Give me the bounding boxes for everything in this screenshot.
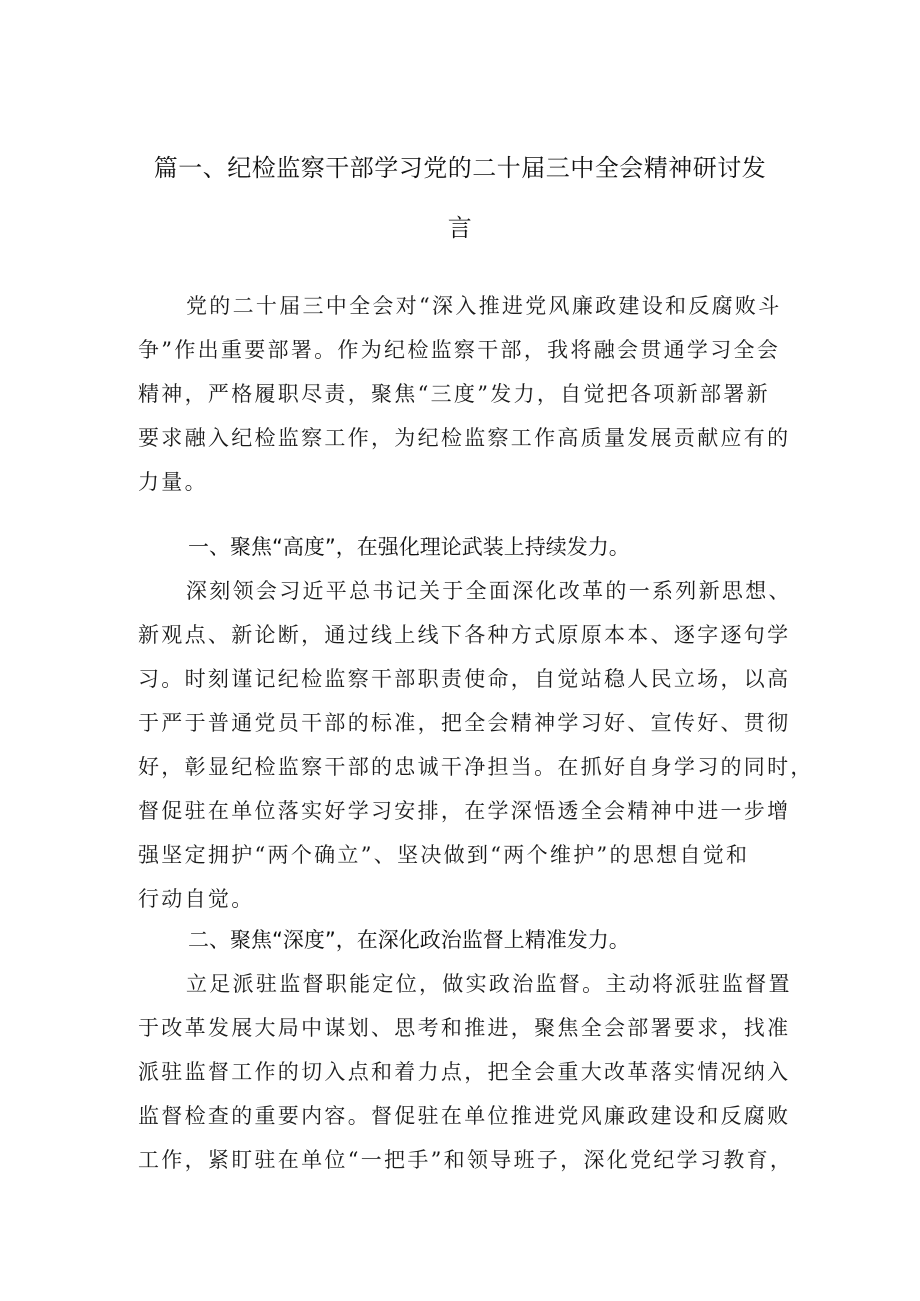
paragraph-line: 深刻领会习近平总书记关于全面深化改革的一系列新思想、 (186, 579, 792, 603)
section-heading-1: 一、聚焦“高度”，在强化理论武装上持续发力。 (188, 535, 630, 559)
paragraph-line: 要求融入纪检监察工作，为纪检监察工作高质量发展贡献应有的 (138, 426, 791, 450)
paragraph-line: 习。时刻谨记纪检监察干部职责使命，自觉站稳人民立场，以高 (138, 667, 791, 691)
document-title-line-2: 言 (447, 214, 473, 242)
paragraph-line: 监督检查的重要内容。督促驻在单位推进党风廉政建设和反腐败 (138, 1104, 791, 1128)
paragraph-line: 工作，紧盯驻在单位“一把手”和领导班子，深化党纪学习教育， (138, 1148, 794, 1172)
paragraph-line: 于改革发展大局中谋划、思考和推进，聚焦全会部署要求，找准 (138, 1016, 791, 1040)
paragraph-section-2 (138, 962, 794, 1182)
paragraph-line: 派驻监督工作的切入点和着力点，把全会重大改革落实情况纳入 (138, 1060, 791, 1084)
document-title-line-1: 篇一、纪检监察干部学习党的二十届三中全会精神研讨发 (153, 154, 767, 182)
paragraph-section-1 (138, 569, 814, 921)
paragraph-line: 好，彰显纪检监察干部的忠诚干净担当。在抓好自身学习的同时， (138, 755, 814, 779)
paragraph-line: 新观点、新论断，通过线上线下各种方式原原本本、逐字逐句学 (138, 623, 791, 647)
paragraph-line: 党的二十届三中全会对“深入推进党风廉政建设和反腐败斗 (186, 294, 782, 318)
paragraph-line: 行动自觉。 (138, 887, 255, 911)
paragraph-line: 强坚定拥护“两个确立”、坚决做到“两个维护”的思想自觉和 (138, 843, 750, 867)
paragraph-line: 立足派驻监督职能定位，做实政治监督。主动将派驻监督置 (186, 972, 792, 996)
section-heading-2: 二、聚焦“深度”，在深化政治监督上精准发力。 (188, 928, 630, 952)
paragraph-line: 精神，严格履职尽责，聚焦“三度”发力，自觉把各项新部署新 (138, 382, 770, 406)
paragraph-line: 力量。 (138, 470, 208, 494)
paragraph-line: 于严于普通党员干部的标准，把全会精神学习好、宣传好、贯彻 (138, 711, 791, 735)
paragraph-line: 督促驻在单位落实好学习安排，在学深悟透全会精神中进一步增 (138, 799, 791, 823)
paragraph-intro (138, 284, 791, 504)
paragraph-line: 争”作出重要部署。作为纪检监察干部，我将融会贯通学习全会 (138, 338, 781, 362)
